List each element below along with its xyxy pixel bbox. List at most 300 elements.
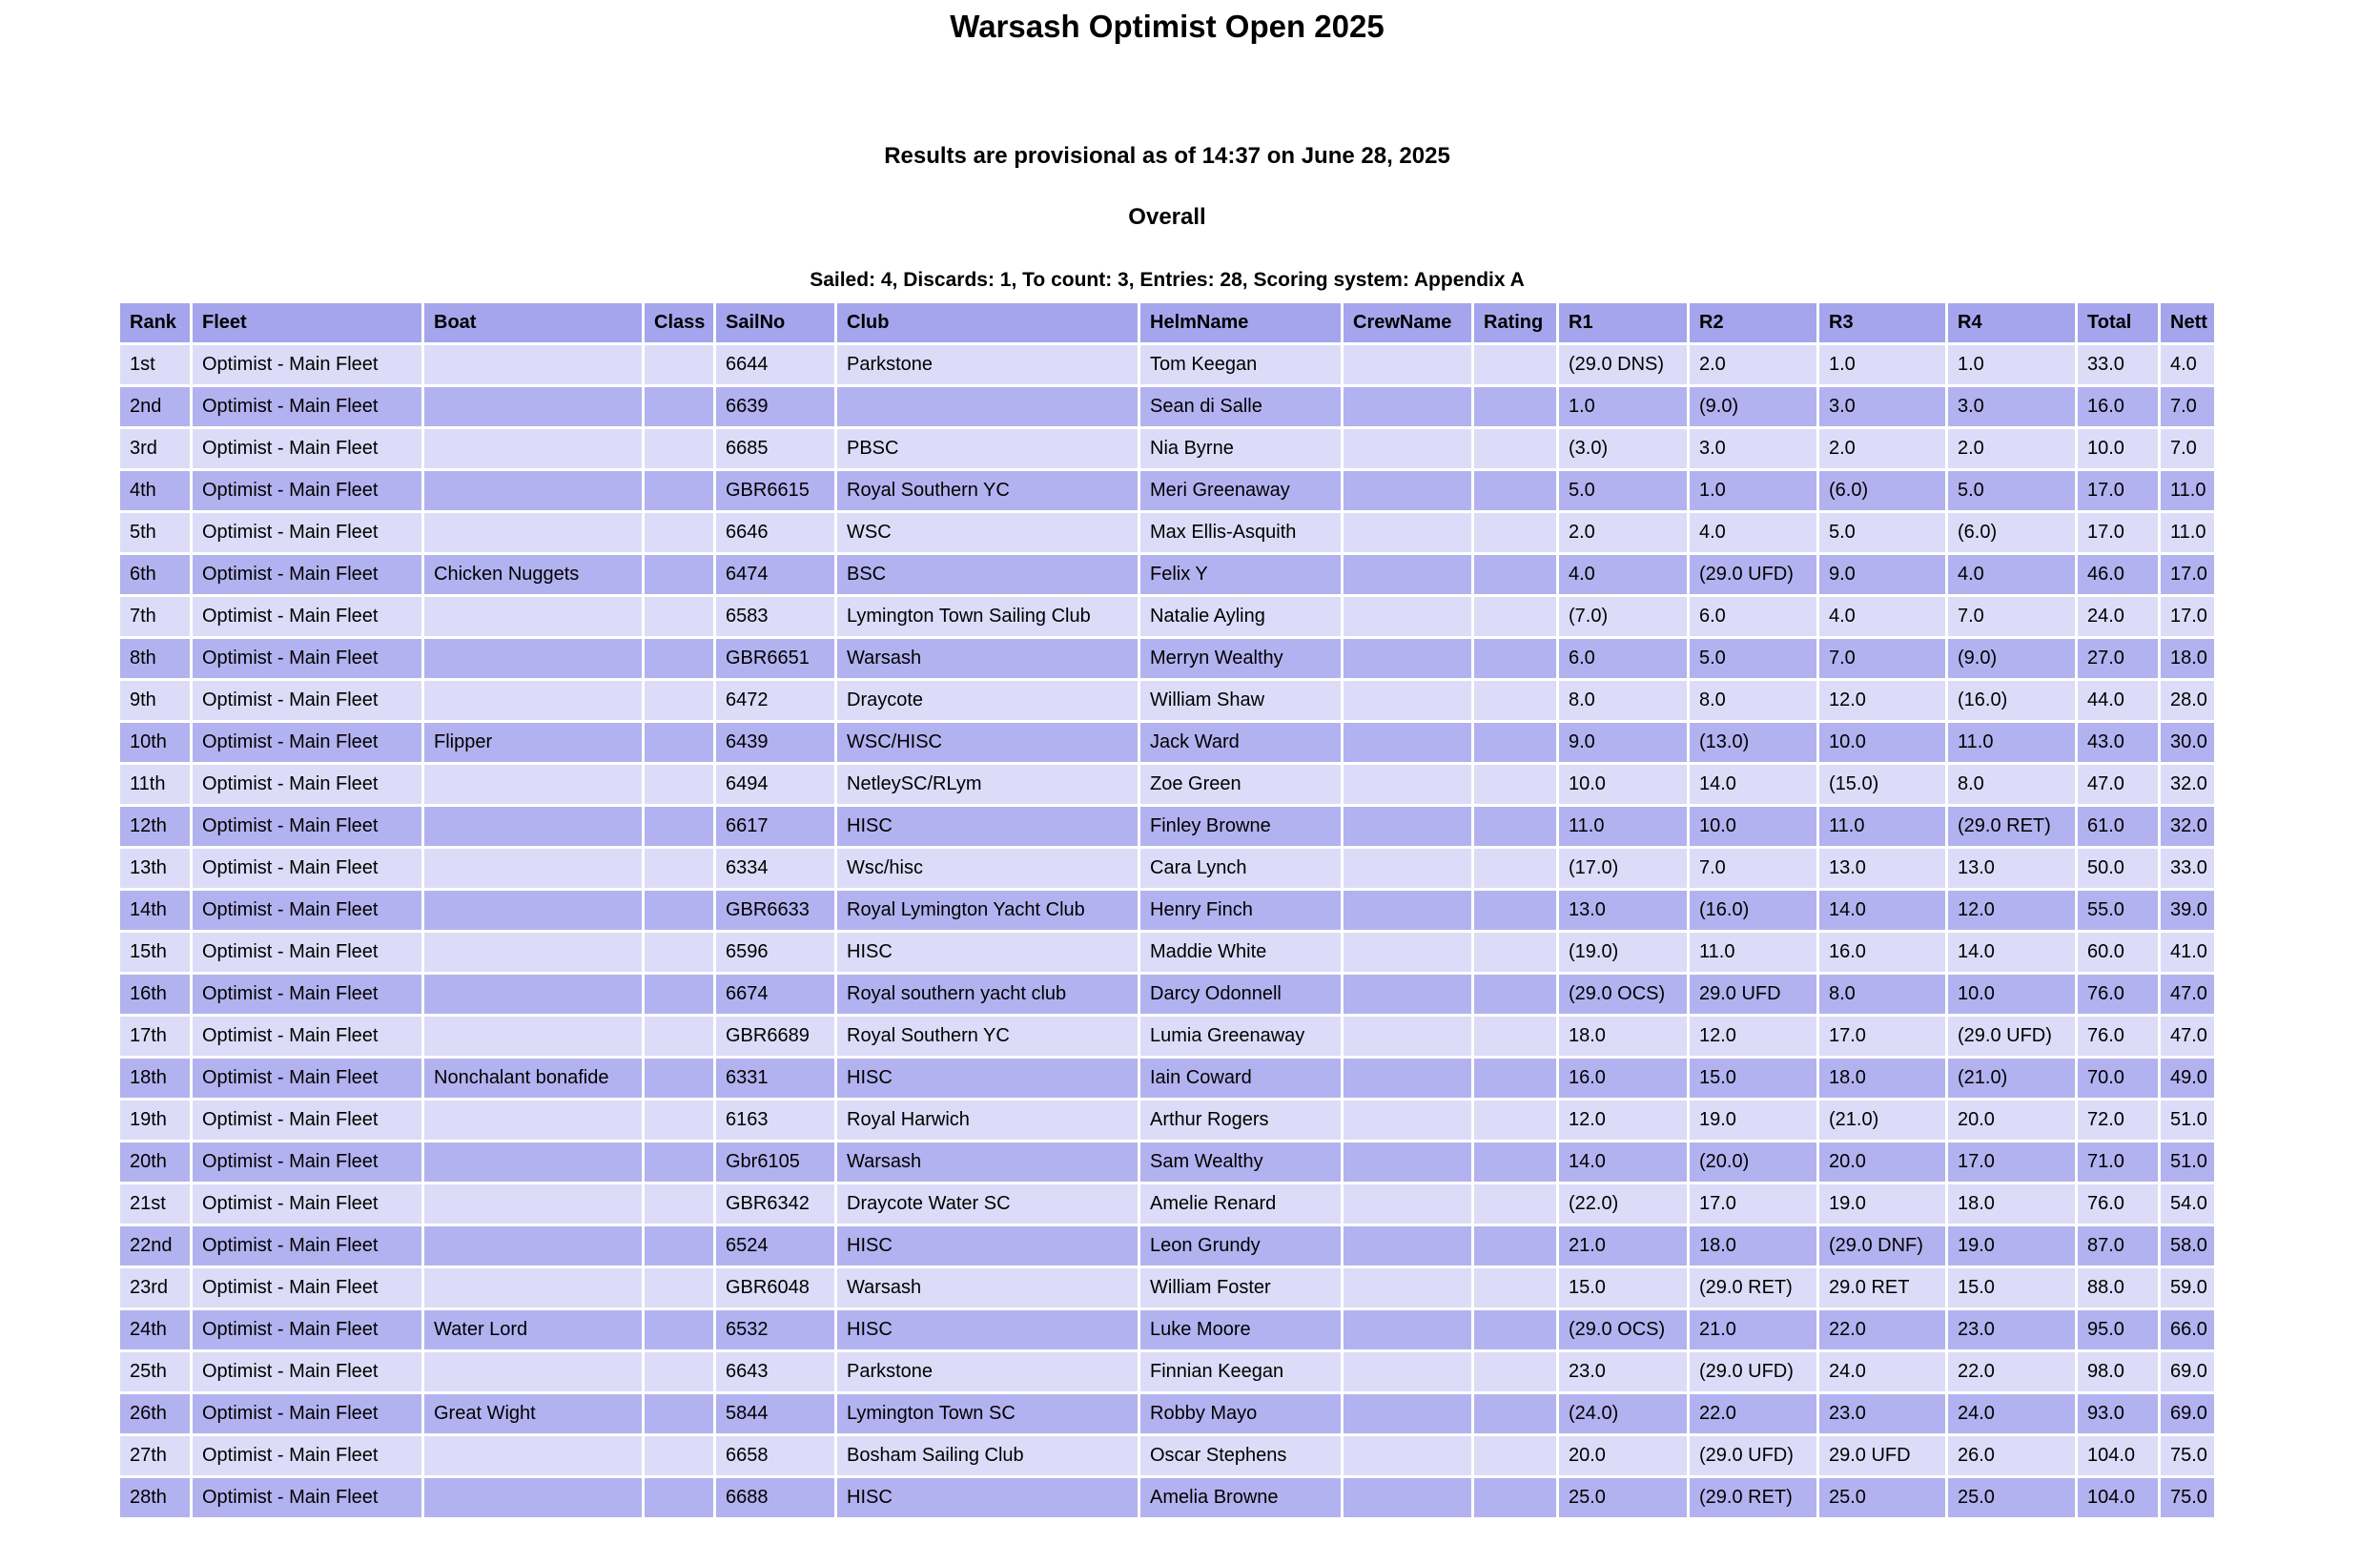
table-cell bbox=[645, 1226, 713, 1266]
table-cell: 29.0 UFD bbox=[1690, 975, 1816, 1014]
table-cell: 76.0 bbox=[2078, 975, 2158, 1014]
table-cell: 12th bbox=[120, 807, 190, 846]
table-cell: 16th bbox=[120, 975, 190, 1014]
table-cell bbox=[645, 723, 713, 762]
table-cell: 9.0 bbox=[1819, 555, 1945, 594]
table-cell: 30.0 bbox=[2161, 723, 2214, 762]
table-cell: 28th bbox=[120, 1478, 190, 1517]
table-cell: Optimist - Main Fleet bbox=[193, 1268, 421, 1307]
table-cell: Tom Keegan bbox=[1140, 345, 1341, 384]
table-cell: 25.0 bbox=[1819, 1478, 1945, 1517]
table-cell: (29.0 UFD) bbox=[1948, 1017, 2075, 1056]
table-row bbox=[120, 1310, 2214, 1349]
table-cell: (15.0) bbox=[1819, 765, 1945, 804]
table-cell: 18.0 bbox=[1819, 1059, 1945, 1098]
table-cell: (29.0 RET) bbox=[1690, 1268, 1816, 1307]
table-cell: Optimist - Main Fleet bbox=[193, 681, 421, 720]
table-cell: HISC bbox=[837, 1226, 1138, 1266]
table-cell bbox=[1474, 1394, 1556, 1433]
table-cell: Felix Y bbox=[1140, 555, 1341, 594]
table-cell: 6646 bbox=[716, 513, 834, 552]
table-cell: 6494 bbox=[716, 765, 834, 804]
table-cell: 51.0 bbox=[2161, 1101, 2214, 1140]
table-cell: 6644 bbox=[716, 345, 834, 384]
table-cell: 25th bbox=[120, 1352, 190, 1391]
table-cell: 4.0 bbox=[1559, 555, 1687, 594]
table-cell: 27.0 bbox=[2078, 639, 2158, 678]
table-cell: Maddie White bbox=[1140, 933, 1341, 972]
table-cell bbox=[645, 849, 713, 888]
table-row bbox=[120, 471, 2214, 510]
table-cell: (17.0) bbox=[1559, 849, 1687, 888]
table-cell: Optimist - Main Fleet bbox=[193, 639, 421, 678]
table-cell bbox=[1474, 513, 1556, 552]
table-cell: 59.0 bbox=[2161, 1268, 2214, 1307]
table-cell: Lumia Greenaway bbox=[1140, 1017, 1341, 1056]
table-cell bbox=[1474, 1101, 1556, 1140]
table-cell: HISC bbox=[837, 1478, 1138, 1517]
table-cell: 9th bbox=[120, 681, 190, 720]
table-row bbox=[120, 1142, 2214, 1182]
table-cell: (22.0) bbox=[1559, 1184, 1687, 1224]
column-header-rating: Rating bbox=[1474, 303, 1556, 342]
table-cell: 18.0 bbox=[2161, 639, 2214, 678]
table-cell: WSC/HISC bbox=[837, 723, 1138, 762]
table-cell: 11.0 bbox=[1948, 723, 2075, 762]
table-cell: 22.0 bbox=[1819, 1310, 1945, 1349]
table-cell: Optimist - Main Fleet bbox=[193, 597, 421, 636]
table-cell: 47.0 bbox=[2078, 765, 2158, 804]
table-cell: 23.0 bbox=[1559, 1352, 1687, 1391]
table-cell: 21.0 bbox=[1559, 1226, 1687, 1266]
table-cell: 60.0 bbox=[2078, 933, 2158, 972]
table-row bbox=[120, 849, 2214, 888]
results-table-header bbox=[120, 303, 2214, 342]
table-cell bbox=[645, 1142, 713, 1182]
table-cell: Nia Byrne bbox=[1140, 429, 1341, 468]
table-cell: 104.0 bbox=[2078, 1436, 2158, 1475]
column-header-helmname: HelmName bbox=[1140, 303, 1341, 342]
table-cell: 28.0 bbox=[2161, 681, 2214, 720]
table-cell: 6524 bbox=[716, 1226, 834, 1266]
table-cell: BSC bbox=[837, 555, 1138, 594]
table-cell bbox=[645, 387, 713, 426]
table-cell: Chicken Nuggets bbox=[424, 555, 642, 594]
table-cell: 6674 bbox=[716, 975, 834, 1014]
table-cell: 1.0 bbox=[1819, 345, 1945, 384]
table-cell: 32.0 bbox=[2161, 807, 2214, 846]
table-cell: Optimist - Main Fleet bbox=[193, 1142, 421, 1182]
table-cell bbox=[1344, 555, 1471, 594]
series-summary: Sailed: 4, Discards: 1, To count: 3, Entries: 28, Scoring system: Appendix A bbox=[810, 269, 1525, 292]
table-cell bbox=[1474, 345, 1556, 384]
table-cell: 25.0 bbox=[1948, 1478, 2075, 1517]
table-cell: Optimist - Main Fleet bbox=[193, 1478, 421, 1517]
table-cell: 11.0 bbox=[2161, 513, 2214, 552]
table-cell: 8.0 bbox=[1559, 681, 1687, 720]
table-cell: (29.0 UFD) bbox=[1690, 555, 1816, 594]
table-cell: 17th bbox=[120, 1017, 190, 1056]
table-cell: 6532 bbox=[716, 1310, 834, 1349]
table-cell bbox=[1344, 807, 1471, 846]
table-cell bbox=[645, 639, 713, 678]
table-cell bbox=[424, 1017, 642, 1056]
table-cell: Optimist - Main Fleet bbox=[193, 933, 421, 972]
table-cell bbox=[424, 1478, 642, 1517]
table-cell: Royal Southern YC bbox=[837, 1017, 1138, 1056]
table-cell bbox=[424, 891, 642, 930]
table-cell: Optimist - Main Fleet bbox=[193, 555, 421, 594]
table-cell: 10.0 bbox=[1819, 723, 1945, 762]
table-row bbox=[120, 765, 2214, 804]
table-cell: (19.0) bbox=[1559, 933, 1687, 972]
table-cell bbox=[1474, 639, 1556, 678]
table-row bbox=[120, 681, 2214, 720]
table-cell: Meri Greenaway bbox=[1140, 471, 1341, 510]
table-cell: 18.0 bbox=[1559, 1017, 1687, 1056]
table-cell bbox=[424, 639, 642, 678]
table-cell: 47.0 bbox=[2161, 975, 2214, 1014]
table-cell: 10.0 bbox=[1559, 765, 1687, 804]
table-cell: Sam Wealthy bbox=[1140, 1142, 1341, 1182]
table-cell: 44.0 bbox=[2078, 681, 2158, 720]
table-cell: 24.0 bbox=[2078, 597, 2158, 636]
table-cell: Optimist - Main Fleet bbox=[193, 471, 421, 510]
table-cell: 5th bbox=[120, 513, 190, 552]
column-header-fleet: Fleet bbox=[193, 303, 421, 342]
table-cell: Amelia Browne bbox=[1140, 1478, 1341, 1517]
table-cell: PBSC bbox=[837, 429, 1138, 468]
table-cell bbox=[1344, 1352, 1471, 1391]
table-cell: 69.0 bbox=[2161, 1394, 2214, 1433]
table-cell bbox=[1474, 807, 1556, 846]
table-cell bbox=[1344, 1226, 1471, 1266]
table-cell: (29.0 OCS) bbox=[1559, 975, 1687, 1014]
table-cell: Warsash bbox=[837, 1142, 1138, 1182]
table-cell bbox=[1474, 1352, 1556, 1391]
table-row bbox=[120, 1184, 2214, 1224]
table-cell: 17.0 bbox=[1948, 1142, 2075, 1182]
table-cell: 27th bbox=[120, 1436, 190, 1475]
table-cell: 29.0 UFD bbox=[1819, 1436, 1945, 1475]
table-cell: 88.0 bbox=[2078, 1268, 2158, 1307]
table-cell: 19.0 bbox=[1819, 1184, 1945, 1224]
table-cell: 15.0 bbox=[1559, 1268, 1687, 1307]
table-cell bbox=[1344, 1059, 1471, 1098]
table-cell: 6439 bbox=[716, 723, 834, 762]
table-cell: Royal Southern YC bbox=[837, 471, 1138, 510]
table-cell: 13th bbox=[120, 849, 190, 888]
table-cell: 11.0 bbox=[2161, 471, 2214, 510]
table-cell: 26.0 bbox=[1948, 1436, 2075, 1475]
column-header-rank: Rank bbox=[120, 303, 190, 342]
table-cell: 6472 bbox=[716, 681, 834, 720]
page-title: Warsash Optimist Open 2025 bbox=[950, 9, 1385, 44]
table-cell: 33.0 bbox=[2078, 345, 2158, 384]
table-row bbox=[120, 1436, 2214, 1475]
table-cell bbox=[645, 1394, 713, 1433]
column-header-r3: R3 bbox=[1819, 303, 1945, 342]
results-table-body bbox=[120, 345, 2214, 1517]
table-cell bbox=[424, 765, 642, 804]
table-cell: Leon Grundy bbox=[1140, 1226, 1341, 1266]
table-cell: Optimist - Main Fleet bbox=[193, 1310, 421, 1349]
table-row bbox=[120, 429, 2214, 468]
table-row bbox=[120, 1352, 2214, 1391]
table-row bbox=[120, 1017, 2214, 1056]
table-cell: 6.0 bbox=[1690, 597, 1816, 636]
table-cell: 58.0 bbox=[2161, 1226, 2214, 1266]
table-cell: 20th bbox=[120, 1142, 190, 1182]
table-cell: 10th bbox=[120, 723, 190, 762]
table-cell: 23.0 bbox=[1819, 1394, 1945, 1433]
table-cell bbox=[424, 471, 642, 510]
table-cell: 6658 bbox=[716, 1436, 834, 1475]
table-cell bbox=[1474, 1436, 1556, 1475]
table-cell: 93.0 bbox=[2078, 1394, 2158, 1433]
table-cell bbox=[424, 513, 642, 552]
table-cell: (16.0) bbox=[1948, 681, 2075, 720]
table-row bbox=[120, 723, 2214, 762]
table-cell bbox=[1474, 597, 1556, 636]
table-cell: 15.0 bbox=[1690, 1059, 1816, 1098]
table-cell bbox=[645, 471, 713, 510]
table-cell bbox=[424, 1268, 642, 1307]
table-cell: Jack Ward bbox=[1140, 723, 1341, 762]
table-cell: 22nd bbox=[120, 1226, 190, 1266]
table-cell bbox=[424, 1142, 642, 1182]
table-cell: 17.0 bbox=[2161, 555, 2214, 594]
table-cell: 7.0 bbox=[2161, 387, 2214, 426]
table-cell bbox=[1474, 1184, 1556, 1224]
results-table bbox=[117, 300, 2217, 1520]
table-cell: 72.0 bbox=[2078, 1101, 2158, 1140]
table-cell bbox=[645, 1017, 713, 1056]
table-cell: WSC bbox=[837, 513, 1138, 552]
table-cell: Bosham Sailing Club bbox=[837, 1436, 1138, 1475]
table-cell bbox=[645, 1436, 713, 1475]
table-cell: Henry Finch bbox=[1140, 891, 1341, 930]
table-cell: Nonchalant bonafide bbox=[424, 1059, 642, 1098]
table-cell: 71.0 bbox=[2078, 1142, 2158, 1182]
table-cell: 46.0 bbox=[2078, 555, 2158, 594]
column-header-nett: Nett bbox=[2161, 303, 2214, 342]
table-cell: 32.0 bbox=[2161, 765, 2214, 804]
table-cell: 15.0 bbox=[1948, 1268, 2075, 1307]
table-cell: 17.0 bbox=[1690, 1184, 1816, 1224]
table-cell: 8.0 bbox=[1819, 975, 1945, 1014]
table-cell: (7.0) bbox=[1559, 597, 1687, 636]
table-cell: 17.0 bbox=[2078, 513, 2158, 552]
table-cell: (29.0 UFD) bbox=[1690, 1352, 1816, 1391]
table-cell bbox=[424, 345, 642, 384]
table-cell: (20.0) bbox=[1690, 1142, 1816, 1182]
table-cell: Optimist - Main Fleet bbox=[193, 891, 421, 930]
table-cell: (24.0) bbox=[1559, 1394, 1687, 1433]
table-cell: Optimist - Main Fleet bbox=[193, 1017, 421, 1056]
table-cell: (3.0) bbox=[1559, 429, 1687, 468]
table-cell: 5.0 bbox=[1559, 471, 1687, 510]
table-cell: 76.0 bbox=[2078, 1184, 2158, 1224]
table-cell: 51.0 bbox=[2161, 1142, 2214, 1182]
table-cell: Max Ellis-Asquith bbox=[1140, 513, 1341, 552]
table-cell: Warsash bbox=[837, 639, 1138, 678]
table-cell: 6688 bbox=[716, 1478, 834, 1517]
table-cell: 104.0 bbox=[2078, 1478, 2158, 1517]
table-cell: 14.0 bbox=[1819, 891, 1945, 930]
column-header-r1: R1 bbox=[1559, 303, 1687, 342]
table-cell: 7.0 bbox=[1690, 849, 1816, 888]
table-cell bbox=[1344, 1101, 1471, 1140]
table-cell: 6334 bbox=[716, 849, 834, 888]
table-cell: HISC bbox=[837, 1059, 1138, 1098]
table-cell bbox=[1344, 933, 1471, 972]
table-cell: Optimist - Main Fleet bbox=[193, 1101, 421, 1140]
table-cell: (16.0) bbox=[1690, 891, 1816, 930]
table-cell: (21.0) bbox=[1948, 1059, 2075, 1098]
table-cell: 4.0 bbox=[1948, 555, 2075, 594]
table-cell bbox=[645, 765, 713, 804]
table-cell: HISC bbox=[837, 933, 1138, 972]
table-cell: 41.0 bbox=[2161, 933, 2214, 972]
table-cell: 11.0 bbox=[1690, 933, 1816, 972]
table-cell: 16.0 bbox=[1819, 933, 1945, 972]
table-cell: Wsc/hisc bbox=[837, 849, 1138, 888]
table-cell: 24.0 bbox=[1948, 1394, 2075, 1433]
table-cell: 5.0 bbox=[1948, 471, 2075, 510]
table-cell: 2nd bbox=[120, 387, 190, 426]
table-cell: 7th bbox=[120, 597, 190, 636]
table-cell: 13.0 bbox=[1819, 849, 1945, 888]
table-cell bbox=[424, 429, 642, 468]
table-cell: 6331 bbox=[716, 1059, 834, 1098]
table-cell bbox=[424, 975, 642, 1014]
table-cell bbox=[1474, 849, 1556, 888]
table-cell: 5.0 bbox=[1690, 639, 1816, 678]
table-cell: 50.0 bbox=[2078, 849, 2158, 888]
table-cell bbox=[645, 1478, 713, 1517]
table-cell bbox=[645, 807, 713, 846]
table-cell: Flipper bbox=[424, 723, 642, 762]
table-cell bbox=[645, 1268, 713, 1307]
table-cell bbox=[645, 975, 713, 1014]
table-cell: Sean di Salle bbox=[1140, 387, 1341, 426]
table-cell bbox=[837, 387, 1138, 426]
table-cell: 23rd bbox=[120, 1268, 190, 1307]
table-cell: 2.0 bbox=[1690, 345, 1816, 384]
table-cell: 3.0 bbox=[1690, 429, 1816, 468]
table-cell bbox=[1474, 723, 1556, 762]
table-row bbox=[120, 387, 2214, 426]
table-cell: 3.0 bbox=[1819, 387, 1945, 426]
table-cell: Optimist - Main Fleet bbox=[193, 345, 421, 384]
column-header-r2: R2 bbox=[1690, 303, 1816, 342]
table-cell: Optimist - Main Fleet bbox=[193, 1184, 421, 1224]
table-cell bbox=[1474, 1226, 1556, 1266]
table-row bbox=[120, 807, 2214, 846]
table-cell: 47.0 bbox=[2161, 1017, 2214, 1056]
table-cell bbox=[645, 597, 713, 636]
table-cell: 49.0 bbox=[2161, 1059, 2214, 1098]
table-cell bbox=[1344, 345, 1471, 384]
column-header-club: Club bbox=[837, 303, 1138, 342]
table-cell: 33.0 bbox=[2161, 849, 2214, 888]
table-cell: GBR6633 bbox=[716, 891, 834, 930]
table-cell: (6.0) bbox=[1948, 513, 2075, 552]
table-cell: 12.0 bbox=[1819, 681, 1945, 720]
table-cell bbox=[1344, 387, 1471, 426]
table-cell: 12.0 bbox=[1559, 1101, 1687, 1140]
table-cell: 17.0 bbox=[2078, 471, 2158, 510]
table-row bbox=[120, 1394, 2214, 1433]
table-cell: 61.0 bbox=[2078, 807, 2158, 846]
table-cell: (29.0 DNF) bbox=[1819, 1226, 1945, 1266]
table-cell bbox=[645, 513, 713, 552]
table-cell bbox=[1474, 471, 1556, 510]
table-cell: 25.0 bbox=[1559, 1478, 1687, 1517]
results-page bbox=[117, 8, 2217, 1520]
table-cell: Optimist - Main Fleet bbox=[193, 765, 421, 804]
table-cell: 17.0 bbox=[2161, 597, 2214, 636]
table-cell: 6639 bbox=[716, 387, 834, 426]
table-cell bbox=[1344, 1184, 1471, 1224]
table-cell: William Shaw bbox=[1140, 681, 1341, 720]
table-cell: 2.0 bbox=[1948, 429, 2075, 468]
table-cell: 76.0 bbox=[2078, 1017, 2158, 1056]
table-cell: Optimist - Main Fleet bbox=[193, 1436, 421, 1475]
table-cell bbox=[1474, 387, 1556, 426]
table-cell: 6617 bbox=[716, 807, 834, 846]
table-cell bbox=[1474, 1310, 1556, 1349]
table-cell bbox=[424, 597, 642, 636]
table-cell: GBR6689 bbox=[716, 1017, 834, 1056]
table-cell: GBR6048 bbox=[716, 1268, 834, 1307]
table-cell: Optimist - Main Fleet bbox=[193, 429, 421, 468]
table-cell: 13.0 bbox=[1948, 849, 2075, 888]
table-cell: 66.0 bbox=[2161, 1310, 2214, 1349]
table-cell bbox=[1344, 639, 1471, 678]
table-cell: 21st bbox=[120, 1184, 190, 1224]
table-cell bbox=[645, 1352, 713, 1391]
table-cell: 5844 bbox=[716, 1394, 834, 1433]
table-cell: 24th bbox=[120, 1310, 190, 1349]
table-cell: 22.0 bbox=[1690, 1394, 1816, 1433]
table-cell bbox=[1344, 723, 1471, 762]
table-cell bbox=[1344, 1310, 1471, 1349]
table-cell: 20.0 bbox=[1819, 1142, 1945, 1182]
table-cell: Parkstone bbox=[837, 1352, 1138, 1391]
table-cell bbox=[1474, 975, 1556, 1014]
table-cell: 20.0 bbox=[1559, 1436, 1687, 1475]
table-cell: 18th bbox=[120, 1059, 190, 1098]
table-cell bbox=[1474, 555, 1556, 594]
table-cell: Amelie Renard bbox=[1140, 1184, 1341, 1224]
table-cell: 11th bbox=[120, 765, 190, 804]
table-cell bbox=[424, 849, 642, 888]
table-cell: 18.0 bbox=[1948, 1184, 2075, 1224]
table-cell: 4.0 bbox=[1819, 597, 1945, 636]
table-cell: NetleySC/RLym bbox=[837, 765, 1138, 804]
table-cell: 8.0 bbox=[1690, 681, 1816, 720]
table-cell: Optimist - Main Fleet bbox=[193, 1226, 421, 1266]
table-cell bbox=[1344, 1142, 1471, 1182]
table-cell: Lymington Town SC bbox=[837, 1394, 1138, 1433]
table-cell: 11.0 bbox=[1559, 807, 1687, 846]
table-cell: 2.0 bbox=[1559, 513, 1687, 552]
table-cell: Royal Lymington Yacht Club bbox=[837, 891, 1138, 930]
table-cell: (6.0) bbox=[1819, 471, 1945, 510]
table-cell: 7.0 bbox=[1948, 597, 2075, 636]
